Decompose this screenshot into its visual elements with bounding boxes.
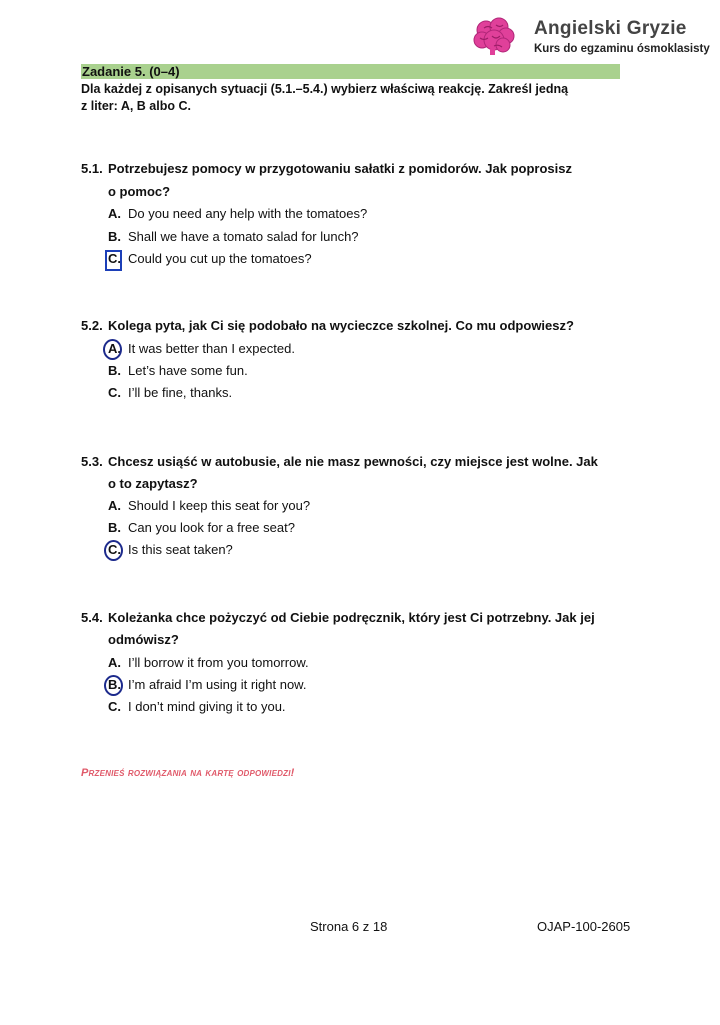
option-letter[interactable]: C. <box>108 251 121 266</box>
brain-icon <box>472 16 516 56</box>
option-text: Shall we have a tomato salad for lunch? <box>128 229 359 244</box>
option-text: I’ll borrow it from you tomorrow. <box>128 655 309 670</box>
option-letter[interactable]: C. <box>108 385 121 400</box>
option-text: Can you look for a free seat? <box>128 520 295 535</box>
option-text: It was better than I expected. <box>128 341 295 356</box>
option-text: I’ll be fine, thanks. <box>128 385 233 400</box>
brand-logo <box>472 12 712 62</box>
option-letter[interactable]: A. <box>108 206 121 221</box>
page-number: Strona 6 z 18 <box>310 919 388 934</box>
instruction-line: z liter: A, B albo C. <box>81 99 191 113</box>
question-text: Koleżanka chce pożyczyć od Ciebie podręcznik, który jest Ci potrzebny. Jak jej <box>108 610 595 625</box>
option-text: Should I keep this seat for you? <box>128 498 311 513</box>
brand-tagline: Kurs do egzaminu ósmoklasisty <box>534 43 710 55</box>
option-letter[interactable]: B. <box>108 677 121 692</box>
question-number: 5.3. <box>81 454 103 469</box>
answer-mark-circle <box>104 675 123 696</box>
option-letter[interactable]: B. <box>108 520 121 535</box>
option-text: Let’s have some fun. <box>128 363 248 378</box>
option-letter[interactable]: A. <box>108 341 121 356</box>
question-number: 5.1. <box>81 161 103 176</box>
option-letter[interactable]: C. <box>108 542 121 557</box>
question-text: odmówisz? <box>108 632 179 647</box>
answer-mark-circle <box>104 540 123 561</box>
option-text: I’m afraid I’m using it right now. <box>128 677 307 692</box>
option-letter[interactable]: B. <box>108 229 121 244</box>
question-text: Chcesz usiąść w autobusie, ale nie masz pewności, czy miejsce jest wolne. Jak <box>108 454 598 469</box>
question-text: o pomoc? <box>108 184 171 199</box>
question-text: Kolega pyta, jak Ci się podobało na wycieczce szkolnej. Co mu odpowiesz? <box>108 318 574 333</box>
exam-code: OJAP-100-2605 <box>537 919 631 934</box>
question-text: o to zapytasz? <box>108 476 198 491</box>
transfer-note: Przenieś rozwiązania na kartę odpowiedzi! <box>81 767 295 779</box>
option-text: Is this seat taken? <box>128 542 233 557</box>
question-number: 5.2. <box>81 318 103 333</box>
answer-mark-circle <box>103 339 122 360</box>
option-text: Do you need any help with the tomatoes? <box>128 206 368 221</box>
question-number: 5.4. <box>81 610 103 625</box>
option-letter[interactable]: B. <box>108 363 121 378</box>
brand-name: Angielski Gryzie <box>534 18 687 39</box>
option-letter[interactable]: A. <box>108 498 121 513</box>
option-letter[interactable]: A. <box>108 655 121 670</box>
instruction-line: Dla każdej z opisanych sytuacji (5.1.–5.4.) wybierz właściwą reakcję. Zakreśl jedną <box>81 82 569 96</box>
task-instruction <box>81 81 621 115</box>
answer-mark-box <box>105 250 122 271</box>
option-text: I don’t mind giving it to you. <box>128 699 286 714</box>
option-text: Could you cut up the tomatoes? <box>128 251 312 266</box>
option-letter[interactable]: C. <box>108 699 121 714</box>
question-text: Potrzebujesz pomocy w przygotowaniu sałatki z pomidorów. Jak poprosisz <box>108 161 572 176</box>
task-title-bar: Zadanie 5. (0–4) <box>81 64 620 79</box>
